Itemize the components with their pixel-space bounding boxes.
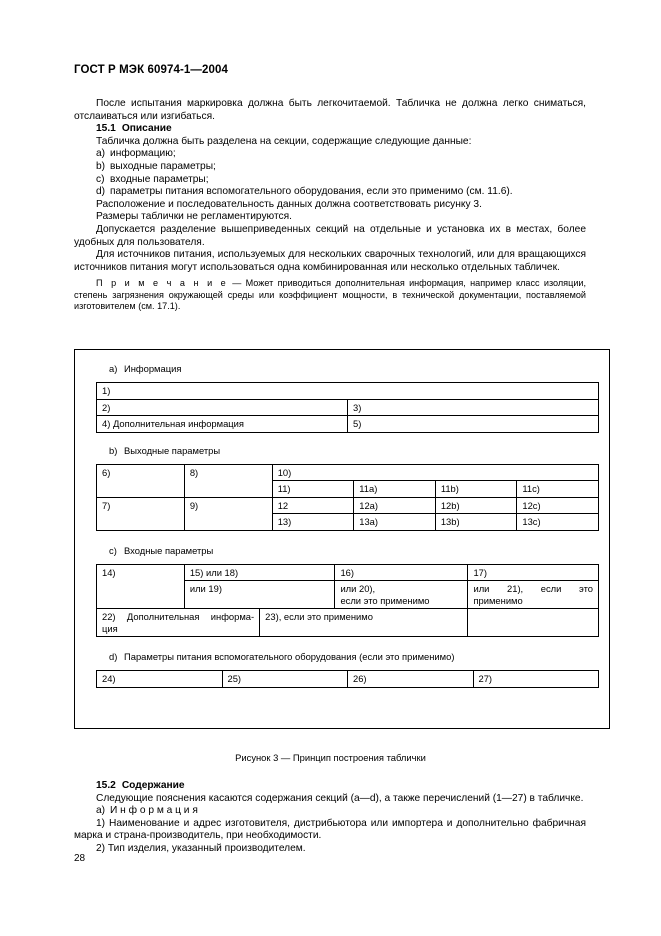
paragraph-intro-1: После испытания маркировка должна быть легкочитаемой. Табличка не должна легко сниматься, отслаиваться или изгибаться.	[74, 98, 586, 122]
figure-section-a-label	[109, 362, 599, 375]
cell-b-9: 9)	[184, 497, 272, 530]
figure-section-b-title: Выходные параметры	[124, 444, 221, 456]
section-number-15-1: 15.1	[96, 123, 116, 135]
cell-c-21-line-2: применимо	[473, 594, 523, 606]
list-text-a: информацию;	[110, 148, 176, 160]
note-body-text: — Может приводиться дополнительная информация, например класс изоляции, степень загрязнения окружающей среды или коэффициент мощности, в технической документации, поставляемой изготовителем (см. 17.1).	[74, 278, 587, 312]
cell-a-5: 5)	[348, 416, 599, 433]
cell-b-11c: 11c)	[517, 481, 599, 498]
table-row	[97, 564, 599, 581]
paragraph-note	[74, 278, 586, 312]
table-row	[97, 416, 599, 433]
cell-c-14: 14)	[97, 564, 185, 609]
intro-text-block	[74, 98, 586, 313]
figure-section-d-marker: d)	[109, 651, 118, 662]
cell-c-21-line-1: или 21), если это	[473, 583, 593, 594]
paragraph-item-2: 2) Тип изделия, указанный производителем.	[96, 842, 306, 854]
table-row	[97, 464, 599, 481]
table-row	[97, 609, 599, 637]
cell-d-26: 26)	[348, 671, 474, 688]
section-number-15-2: 15.2	[96, 780, 116, 791]
cell-c-17: 17)	[468, 564, 599, 581]
paragraph-tail-1: Следующие пояснения касаются содержания секций (a—d), а также перечислений (1—27) в табличке.	[96, 792, 584, 804]
cell-b-6: 6)	[97, 464, 185, 497]
cell-b-12: 12	[272, 497, 354, 514]
list-marker-a: a)	[96, 148, 106, 160]
cell-b-7: 7)	[97, 497, 185, 530]
figure-section-c-marker: c)	[109, 544, 117, 556]
figure-section-b-marker: b)	[109, 444, 118, 456]
figure-gap	[96, 531, 599, 544]
figure-section-c-title: Входные параметры	[124, 544, 214, 556]
cell-b-13a: 13a)	[354, 514, 436, 531]
document-header-standard-id: ГОСТ Р МЭК 60974-1—2004	[74, 64, 228, 76]
paragraph-intro-5: Допускается разделение вышеприведенных секций на отдельные и установка их в местах, более удобных для пользователя.	[74, 223, 586, 248]
figure-section-a-title: Информация	[124, 363, 182, 374]
figure-3-caption: Рисунок 3 — Принцип построения таблички	[235, 752, 426, 763]
list-text-c: входные параметры;	[110, 173, 209, 185]
sub-section-a-info	[74, 805, 586, 818]
cell-d-27: 27)	[473, 671, 599, 688]
list-marker-c: c)	[96, 173, 105, 185]
list-text-d: параметры питания вспомогательного оборудования, если это применимо (см. 11.6).	[110, 186, 513, 198]
cell-b-12b: 12b)	[435, 497, 517, 514]
figure-3-content	[96, 362, 599, 688]
list-text-b: выходные параметры;	[110, 160, 216, 172]
list-marker-b: b)	[96, 160, 106, 172]
cell-b-13: 13)	[272, 514, 354, 531]
list-marker-d: d)	[96, 186, 106, 198]
list-item-d	[74, 186, 586, 199]
cell-c-20-line-2: если это применимо	[340, 594, 430, 606]
list-item-a	[74, 148, 586, 161]
section-heading-15-1	[74, 123, 586, 136]
sub-section-a-title: И н ф о р м а ц и я	[110, 805, 198, 817]
cell-c-20	[335, 581, 468, 609]
cell-c-15-18: 15) или 18)	[184, 564, 335, 581]
cell-c-empty	[468, 609, 599, 637]
tail-text-block	[74, 780, 586, 856]
section-heading-15-2	[74, 780, 586, 793]
figure-section-b-label	[109, 444, 599, 457]
cell-b-13b: 13b)	[435, 514, 517, 531]
figure-table-c	[96, 564, 599, 638]
figure-table-b	[96, 464, 599, 531]
cell-b-11: 11)	[272, 481, 354, 498]
table-row	[97, 671, 599, 688]
table-row	[97, 399, 599, 416]
figure-3-frame	[74, 349, 610, 729]
figure-section-a-marker: a)	[109, 363, 118, 374]
paragraph-item-1: 1) Наименование и адрес изготовителя, дистрибьютора или импортера и дополнительно фабричная марка и страна-производитель, при необходимости.	[74, 817, 586, 842]
cell-b-12c: 12c)	[517, 497, 599, 514]
figure-gap	[96, 433, 599, 444]
figure-section-c-label	[109, 544, 599, 557]
cell-d-25: 25)	[222, 671, 348, 688]
paragraph-intro-2: Табличка должна быть разделена на секции, содержащие следующие данные:	[96, 135, 472, 147]
cell-b-13c: 13c)	[517, 514, 599, 531]
cell-b-12a: 12a)	[354, 497, 436, 514]
cell-a-1: 1)	[97, 383, 599, 400]
cell-c-22	[97, 609, 260, 637]
figure-gap	[96, 637, 599, 650]
cell-b-11a: 11a)	[354, 481, 436, 498]
note-lead-label: П р и м е ч а н и е	[96, 278, 228, 289]
list-item-c	[74, 174, 586, 187]
cell-c-16: 16)	[335, 564, 468, 581]
table-row	[97, 497, 599, 514]
section-title-15-1: Описание	[121, 123, 172, 135]
paragraph-intro-3: Расположение и последовательность данных должна соответствовать рисунку 3.	[96, 198, 482, 210]
list-item-b	[74, 161, 586, 174]
cell-c-22-line-2: ция	[102, 622, 118, 634]
section-title-15-2: Содержание	[121, 780, 185, 791]
page-number: 28	[74, 853, 86, 864]
figure-section-d-label	[109, 650, 599, 663]
figure-table-d	[96, 670, 599, 688]
cell-c-23: 23), если это применимо	[260, 609, 468, 637]
paragraph-intro-6: Для источников питания, используемых для нескольких сварочных технологий, или для вращающихся источников питания могут использоваться одна комбинированная или несколько отдельных табличек.	[74, 249, 586, 273]
cell-c-21	[468, 581, 599, 609]
figure-section-d-title: Параметры питания вспомогательного оборудования (если это применимо)	[124, 651, 455, 662]
cell-a-3: 3)	[348, 399, 599, 416]
table-row	[97, 383, 599, 400]
figure-table-a	[96, 382, 599, 433]
cell-b-10: 10)	[272, 464, 598, 481]
sub-section-a-marker: a)	[96, 805, 106, 817]
cell-a-2: 2)	[97, 399, 348, 416]
cell-b-11b: 11b)	[435, 481, 517, 498]
paragraph-intro-4: Размеры таблички не регламентируются.	[96, 211, 292, 223]
cell-c-20-line-1: или 20),	[340, 583, 376, 594]
cell-b-8: 8)	[184, 464, 272, 497]
cell-a-4: 4) Дополнительная информация	[97, 416, 348, 433]
cell-c-19: или 19)	[184, 581, 335, 609]
cell-c-22-line-1: 22) Дополнительная информа-	[102, 611, 255, 622]
cell-d-24: 24)	[97, 671, 223, 688]
